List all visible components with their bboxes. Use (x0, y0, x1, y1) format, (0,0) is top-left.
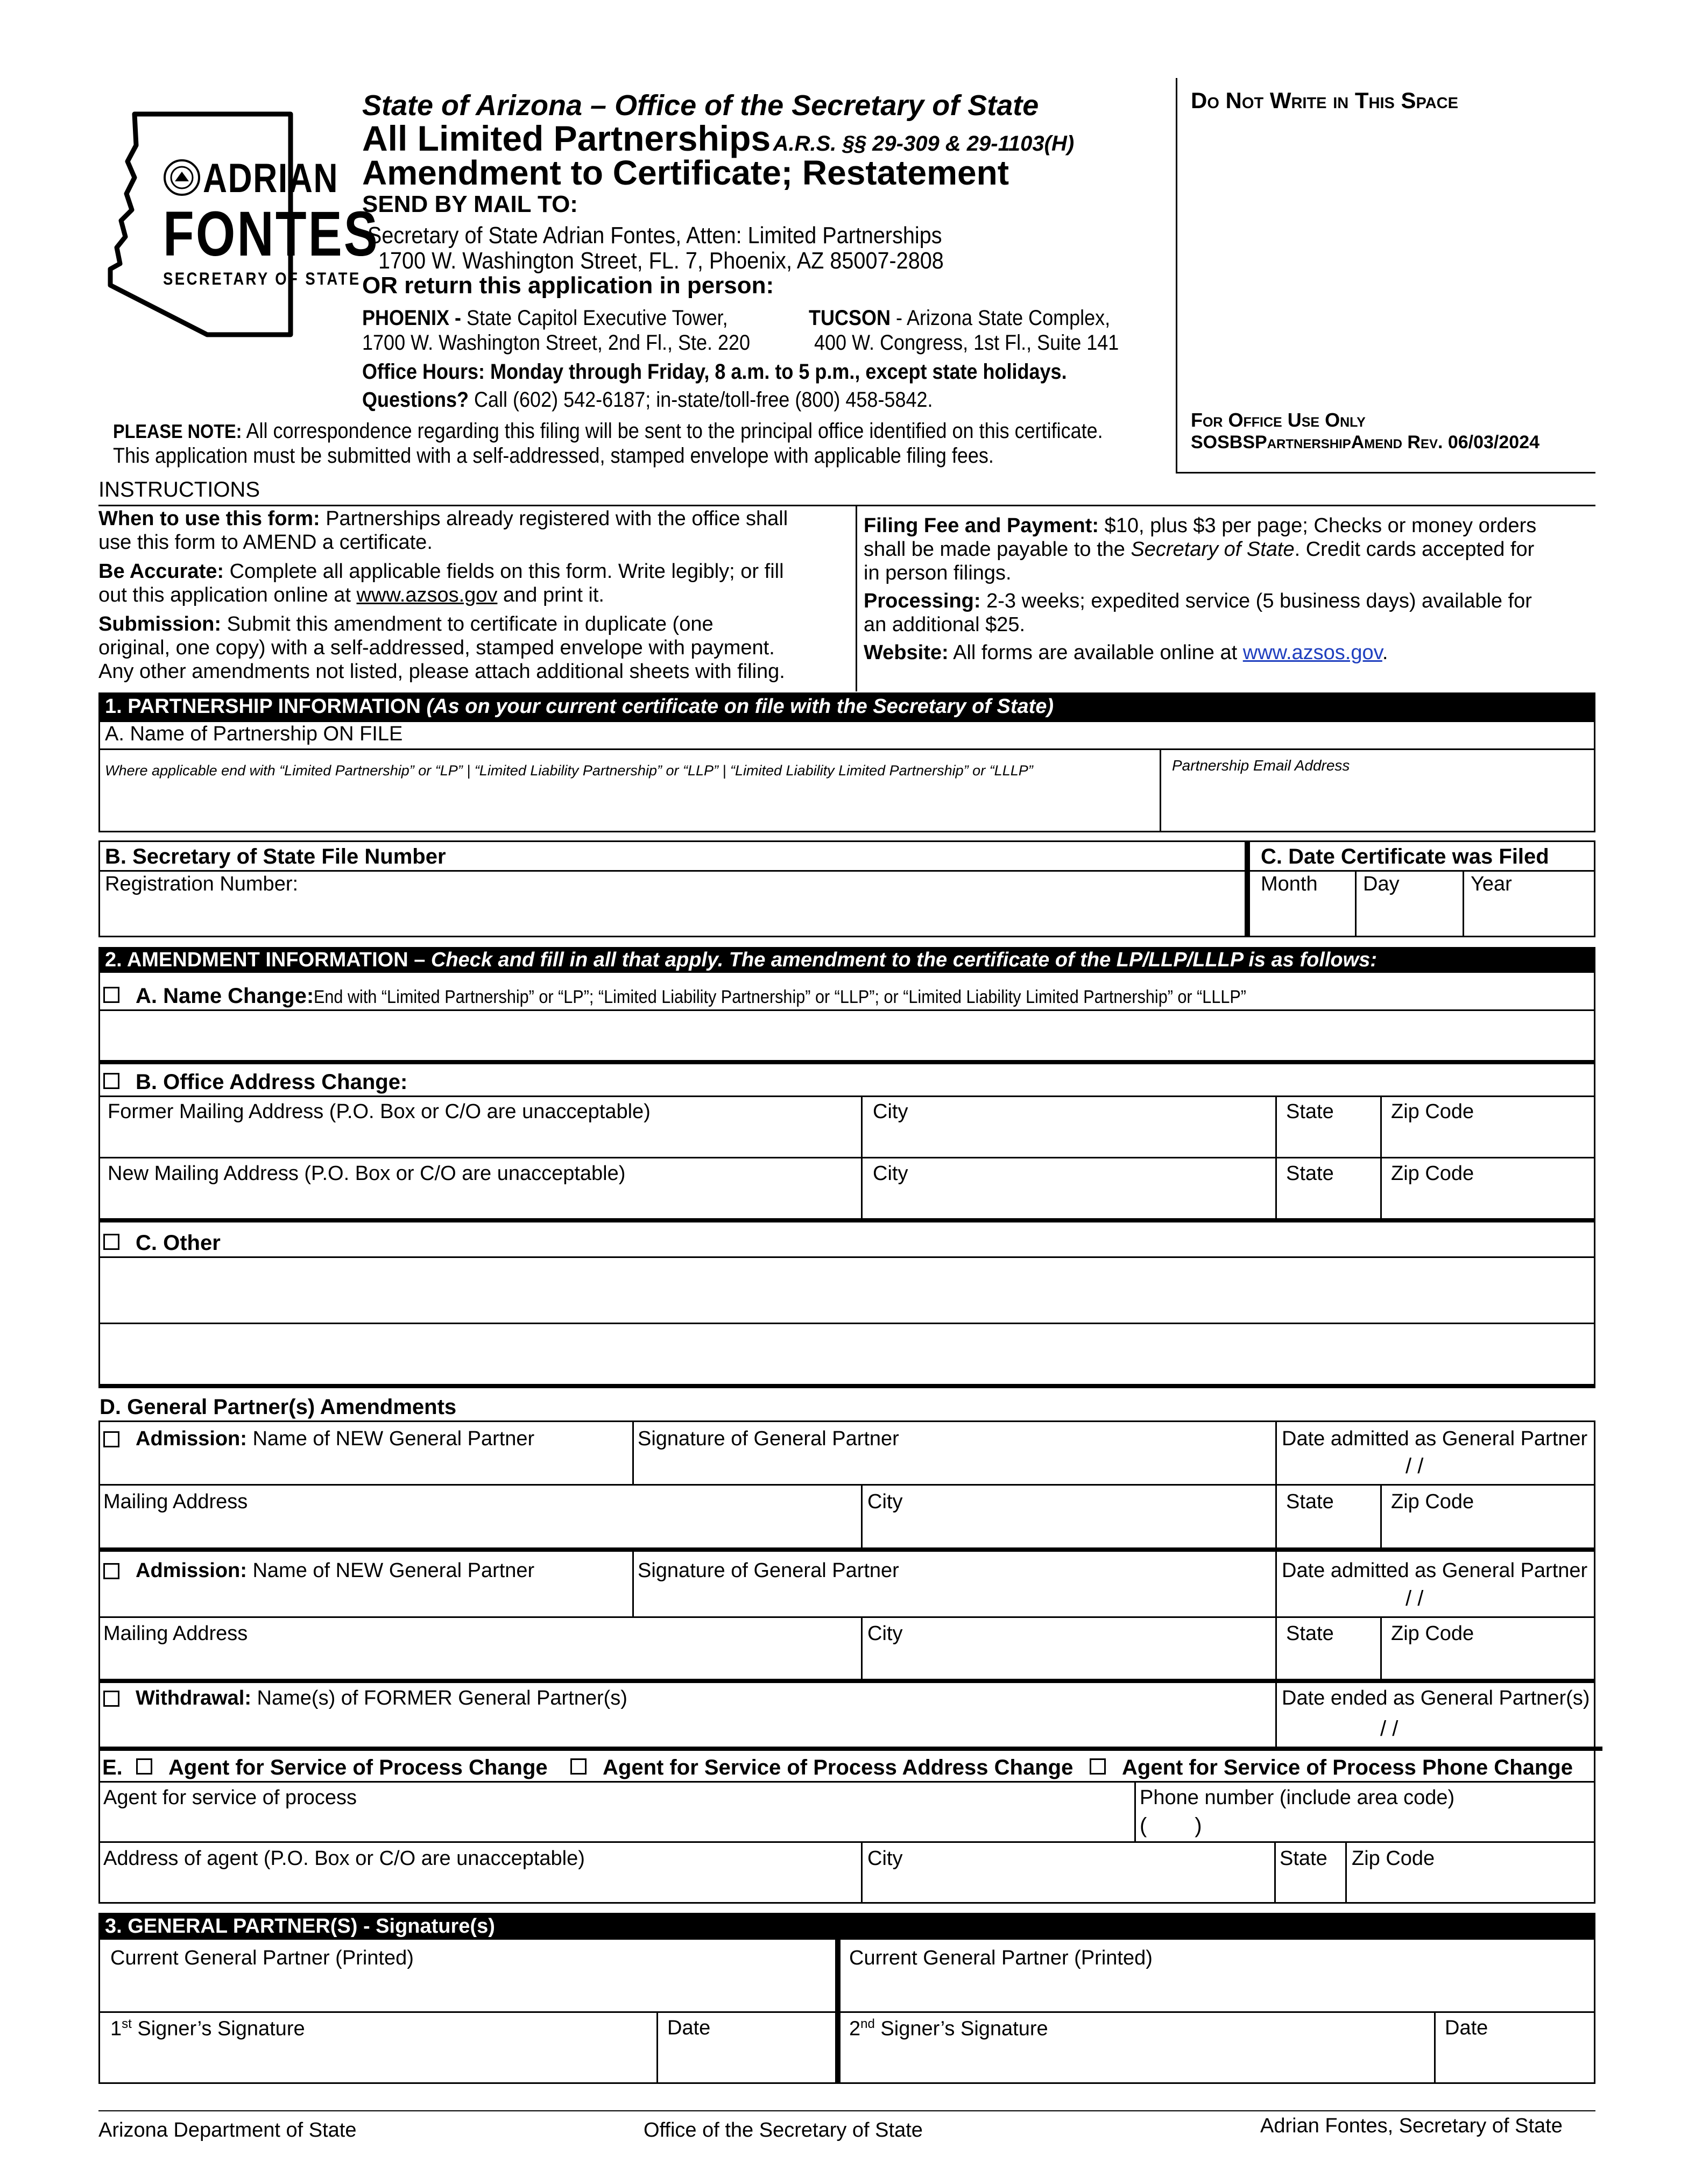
admission-1-zip-label: Zip Code (1391, 1490, 1474, 1513)
when-text-2: use this form to AMEND a certificate. (98, 531, 433, 554)
agent-phone-parens: ( ) (1140, 1814, 1202, 1837)
phoenix-line-1: State Capitol Executive Tower, (461, 306, 728, 330)
address-zip-divider (1380, 1095, 1382, 1220)
month-label: Month (1261, 873, 1318, 895)
do-not-write-label: Do Not Write in This Space (1191, 88, 1458, 113)
admission-1-bottom (98, 1547, 1595, 1552)
withdrawal-bottom (98, 1747, 1602, 1751)
email-label: Partnership Email Address (1172, 757, 1350, 774)
when-text: Partnerships already registered with the office shall (320, 507, 788, 530)
processing-label: Processing: (864, 590, 981, 612)
withdrawal-date-divider (1275, 1683, 1277, 1749)
accurate-text-2: out this application online at (98, 584, 357, 606)
form-title-line-2: Amendment to Certificate; Restatement (362, 153, 1009, 192)
section-3-heading: 3. GENERAL PARTNER(S) - Signature(s) (98, 1913, 1595, 1940)
admission-1-label (136, 1427, 534, 1451)
state-seal-icon (163, 159, 201, 196)
address-change-label: B. Office Address Change: (136, 1070, 408, 1094)
instructions-left-column (98, 507, 849, 683)
state-office-heading: State of Arizona – Office of the Secretary of State (362, 89, 1039, 122)
instructions-heading: INSTRUCTIONS (98, 478, 260, 501)
secretary-of-state-logo (105, 108, 380, 339)
other-label: C. Other (136, 1231, 221, 1255)
former-state-label: State (1286, 1100, 1334, 1123)
fee-text-3: . Credit cards accepted for (1294, 538, 1535, 561)
registration-number-label: Registration Number: (105, 873, 299, 895)
withdrawal-checkbox[interactable] (103, 1691, 119, 1707)
phoenix-line-2: 1700 W. Washington Street, 2nd Fl., Ste. 220 (362, 331, 751, 355)
tucson-label: TUCSON (809, 306, 891, 330)
fee-text-4: in person filings. (864, 562, 1012, 584)
admission-2-state-divider (1275, 1616, 1277, 1680)
signer-2-date-label: Date (1445, 2017, 1488, 2039)
signer-2-text: Signer’s Signature (874, 2017, 1048, 2040)
new-zip-label: Zip Code (1391, 1162, 1474, 1185)
admission-2-mailing-label: Mailing Address (103, 1622, 248, 1645)
agent-phone-change-checkbox[interactable] (1090, 1758, 1106, 1775)
office-use-label: For Office Use Only (1191, 409, 1366, 431)
processing-text: 2-3 weeks; expedited service (5 business days) available for (980, 590, 1532, 612)
name-change-rule (98, 1009, 1595, 1011)
processing-text-2: an additional $25. (864, 613, 1026, 636)
withdrawal-title: Withdrawal: (136, 1687, 251, 1709)
office-use-box (1176, 78, 1595, 473)
mail-address-line-1: Secretary of State Adrian Fontes, Atten: Limited Partnerships (368, 222, 942, 249)
admission-2-rule (98, 1616, 1595, 1618)
phoenix-office (362, 306, 728, 330)
current-gp-1-label: Current General Partner (Printed) (110, 1947, 414, 1969)
signer-1-number: 1 (110, 2017, 122, 2040)
admission-1-title: Admission: (136, 1427, 247, 1450)
logo-name-first: ADRIAN (203, 156, 339, 201)
signer-2-number: 2 (849, 2017, 861, 2040)
submission-label: Submission: (98, 613, 222, 635)
signatures-mid-rule (98, 2011, 1595, 2013)
former-city-label: City (873, 1100, 908, 1123)
withdrawal-date-label: Date ended as General Partner(s) (1282, 1687, 1590, 1709)
admission-2-title: Admission: (136, 1559, 247, 1582)
signer-2-suffix: nd (860, 2017, 875, 2031)
please-note-line-2: This application must be submitted with a self-addressed, stamped envelope with applicable filing fees. (113, 444, 994, 468)
withdrawal-date-slashes: / / (1380, 1717, 1399, 1741)
admission-1-state-divider (1275, 1484, 1277, 1547)
year-label: Year (1471, 873, 1512, 895)
admission-1-date-divider (1275, 1420, 1277, 1484)
submission-text-2: original, one copy) with a self-addressed, stamped envelope with payment. (98, 637, 775, 659)
agent-zip-divider (1345, 1841, 1347, 1904)
other-bottom (98, 1384, 1595, 1388)
accurate-text: Complete all applicable fields on this form. Write legibly; or fill (224, 560, 784, 583)
signer-1-date-divider (656, 2011, 658, 2084)
form-title: All Limited Partnerships (362, 118, 771, 158)
agent-phone-label: Phone number (include area code) (1140, 1786, 1455, 1809)
admission-2-date-label: Date admitted as General Partner (1282, 1559, 1588, 1582)
day-label: Day (1363, 873, 1400, 895)
form-code: SOSBSPartnershipAmend Rev. 06/03/2024 (1191, 432, 1540, 453)
questions-text: Call (602) 542-6187; in-state/toll-free (800) 458-5842. (469, 388, 933, 412)
admission-1-state-label: State (1286, 1490, 1334, 1513)
footer-rule (98, 2110, 1595, 2111)
footer-right: Adrian Fontes, Secretary of State (1260, 2115, 1563, 2137)
agent-city-divider (861, 1841, 863, 1904)
agent-change-label: Agent for Service of Process Change (168, 1756, 548, 1779)
website-link[interactable]: www.azsos.gov (1242, 641, 1382, 664)
admission-1-city-divider (861, 1484, 863, 1547)
submission-text-3: Any other amendments not listed, please attach additional sheets with filing. (98, 660, 785, 683)
questions-line (362, 387, 933, 412)
admission-2-date-divider (1275, 1552, 1277, 1616)
date-filed-label: C. Date Certificate was Filed (1261, 845, 1549, 868)
file-number-rule (98, 870, 1595, 872)
address-city-divider (861, 1095, 863, 1220)
new-state-label: State (1286, 1162, 1334, 1185)
questions-label: Questions? (362, 388, 469, 412)
partnership-name-label: A. Name of Partnership ON FILE (105, 723, 403, 745)
admission-1-checkbox[interactable] (103, 1431, 119, 1447)
new-mailing-label: New Mailing Address (P.O. Box or C/O are unacceptable) (108, 1162, 626, 1185)
section-1-note: (As on your current certificate on file with the Secretary of State) (420, 695, 1054, 718)
section-1-title: 1. PARTNERSHIP INFORMATION (105, 695, 421, 718)
agent-phone-divider (1134, 1781, 1136, 1841)
admission-1-date-label: Date admitted as General Partner (1282, 1427, 1588, 1450)
withdrawal-label (136, 1687, 627, 1711)
admission-1-signature-label: Signature of General Partner (638, 1427, 899, 1450)
office-hours: Office Hours: Monday through Friday, 8 a.m. to 5 p.m., except state holidays. (362, 360, 1067, 384)
signer-2-date-divider (1434, 2011, 1436, 2084)
signer-1-suffix: st (122, 2017, 132, 2031)
email-divider (1160, 748, 1161, 832)
admission-2-signature-label: Signature of General Partner (638, 1559, 899, 1582)
tucson-office (809, 306, 1110, 330)
address-change-rule (98, 1095, 1595, 1097)
name-change-label: A. Name Change: (136, 984, 314, 1008)
section-1 (98, 692, 1595, 940)
logo-subtitle: SECRETARY OF STATE (163, 269, 361, 288)
agent-address-label: Address of agent (P.O. Box or C/O are unacceptable) (103, 1847, 585, 1870)
admission-2-state-label: State (1286, 1622, 1334, 1645)
instructions-divider (856, 506, 857, 691)
former-zip-label: Zip Code (1391, 1100, 1474, 1123)
signer-2-label (849, 2017, 1048, 2041)
agent-name-label: Agent for service of process (103, 1786, 357, 1809)
logo-name-last: FONTES (163, 199, 380, 270)
name-label-rule (98, 748, 1595, 750)
day-divider (1463, 870, 1464, 937)
admission-2-city-label: City (867, 1622, 903, 1645)
or-return-label: OR return this application in person: (362, 272, 774, 299)
tucson-line-2: 400 W. Congress, 1st Fl., Suite 141 (814, 331, 1119, 355)
agent-change-checkbox[interactable] (136, 1758, 152, 1775)
agent-options-rule (98, 1781, 1595, 1783)
admission-1-rule (98, 1484, 1595, 1486)
section-2-title: 2. AMENDMENT INFORMATION – (105, 949, 431, 971)
signer-1-label (110, 2017, 305, 2041)
please-note-line (113, 419, 1103, 443)
section-2-heading (98, 947, 1595, 973)
admission-1-date-slashes: / / (1406, 1454, 1424, 1478)
admission-1-zip-divider (1380, 1484, 1382, 1547)
please-note-text: All correspondence regarding this filing will be sent to the principal office identified on this certificate. (242, 419, 1103, 443)
send-by-mail-label: SEND BY MAIL TO: (362, 191, 578, 217)
name-change-bottom (98, 1060, 1595, 1064)
new-city-label: City (873, 1162, 908, 1185)
current-gp-2-label: Current General Partner (Printed) (849, 1947, 1153, 1969)
partnership-name-hint: Where applicable end with “Limited Partnership” or “LP” | “Limited Liability Partnership” or “LLP” | “Limited Liability Limited Partnership” or “LLLP” (105, 762, 1033, 779)
footer-center: Office of the Secretary of State (644, 2119, 923, 2141)
admission-2-date-slashes: / / (1406, 1587, 1424, 1610)
admission-2-label (136, 1559, 534, 1583)
admission-1-city-label: City (867, 1490, 903, 1513)
instructions-right-column (864, 514, 1595, 665)
signer-1-date-label: Date (667, 2017, 711, 2039)
other-input-1[interactable] (100, 1258, 1594, 1323)
agent-zip-label: Zip Code (1352, 1847, 1435, 1870)
instructions-rule (98, 505, 1595, 506)
website-text: All forms are available online at (948, 641, 1243, 664)
admission-2-text: Name of NEW General Partner (246, 1559, 535, 1582)
azsos-link[interactable]: www.azsos.gov (356, 584, 498, 606)
agent-name-rule (98, 1841, 1595, 1843)
submission-text: Submit this amendment to certificate in duplicate (one (221, 613, 714, 635)
statute-reference: A.R.S. §§ 29-309 & 29-1103(H) (773, 132, 1075, 156)
fee-payee: Secretary of State (1131, 538, 1295, 561)
section-2-note: Check and fill in all that apply. The amendment to the certificate of the LP/LLP/LLLP is as follows: (430, 949, 1377, 971)
admission-2-checkbox[interactable] (103, 1563, 119, 1579)
accurate-label: Be Accurate: (98, 560, 224, 583)
agent-address-change-checkbox[interactable] (570, 1758, 587, 1775)
admission-1-sig-divider (632, 1420, 634, 1484)
mail-address-line-2: 1700 W. Washington Street, FL. 7, Phoenix, AZ 85007-2808 (378, 248, 944, 274)
admission-1-mailing-label: Mailing Address (103, 1490, 248, 1513)
former-mailing-label: Former Mailing Address (P.O. Box or C/O are unacceptable) (108, 1100, 651, 1123)
withdrawal-text: Name(s) of FORMER General Partner(s) (251, 1687, 627, 1709)
please-note-label: PLEASE NOTE: (113, 420, 242, 442)
signer-1-text: Signer’s Signature (131, 2017, 305, 2040)
website-label: Website: (864, 641, 949, 664)
website-end: . (1382, 641, 1388, 664)
agent-state-divider (1274, 1841, 1276, 1904)
phoenix-label: PHOENIX - (362, 306, 462, 330)
when-label: When to use this form: (98, 507, 320, 530)
agent-state-label: State (1280, 1847, 1327, 1870)
admission-2-city-divider (861, 1616, 863, 1680)
admission-2-bottom (98, 1679, 1595, 1683)
section-1-heading (98, 692, 1595, 720)
former-address-rule (98, 1157, 1595, 1158)
name-change-line (136, 984, 1350, 1008)
admission-2-sig-divider (632, 1552, 634, 1616)
fee-text-2: shall be made payable to the (864, 538, 1131, 561)
month-divider (1355, 870, 1357, 937)
other-checkbox[interactable] (103, 1234, 119, 1250)
admission-2-zip-divider (1380, 1616, 1382, 1680)
agent-address-change-label: Agent for Service of Process Address Change (603, 1756, 1073, 1779)
other-input-2[interactable] (100, 1324, 1594, 1383)
agent-section-label: E. (102, 1756, 123, 1779)
agent-phone-change-label: Agent for Service of Process Phone Change (1122, 1756, 1573, 1779)
address-state-divider (1275, 1095, 1277, 1220)
name-change-checkbox[interactable] (103, 987, 119, 1003)
tucson-line-1: - Arizona State Complex, (891, 306, 1111, 330)
admission-2-zip-label: Zip Code (1391, 1622, 1474, 1645)
gp-amendments-label: D. General Partner(s) Amendments (100, 1395, 457, 1419)
accurate-text-3: and print it. (497, 584, 604, 606)
agent-city-label: City (867, 1847, 903, 1870)
date-filed-divider (1245, 840, 1250, 937)
footer-left: Arizona Department of State (98, 2119, 357, 2141)
fee-text: $10, plus $3 per page; Checks or money orders (1099, 514, 1537, 537)
new-name-input[interactable] (100, 1012, 1594, 1061)
file-number-label: B. Secretary of State File Number (105, 845, 446, 868)
fee-label: Filing Fee and Payment: (864, 514, 1099, 537)
name-change-hint: End with “Limited Partnership” or “LP”; “Limited Liability Partnership” or “LLP”; or “Limited Liability Limited Partnership” or “LLLP” (314, 987, 1247, 1007)
address-change-checkbox[interactable] (103, 1073, 119, 1089)
admission-1-text: Name of NEW General Partner (246, 1427, 535, 1450)
